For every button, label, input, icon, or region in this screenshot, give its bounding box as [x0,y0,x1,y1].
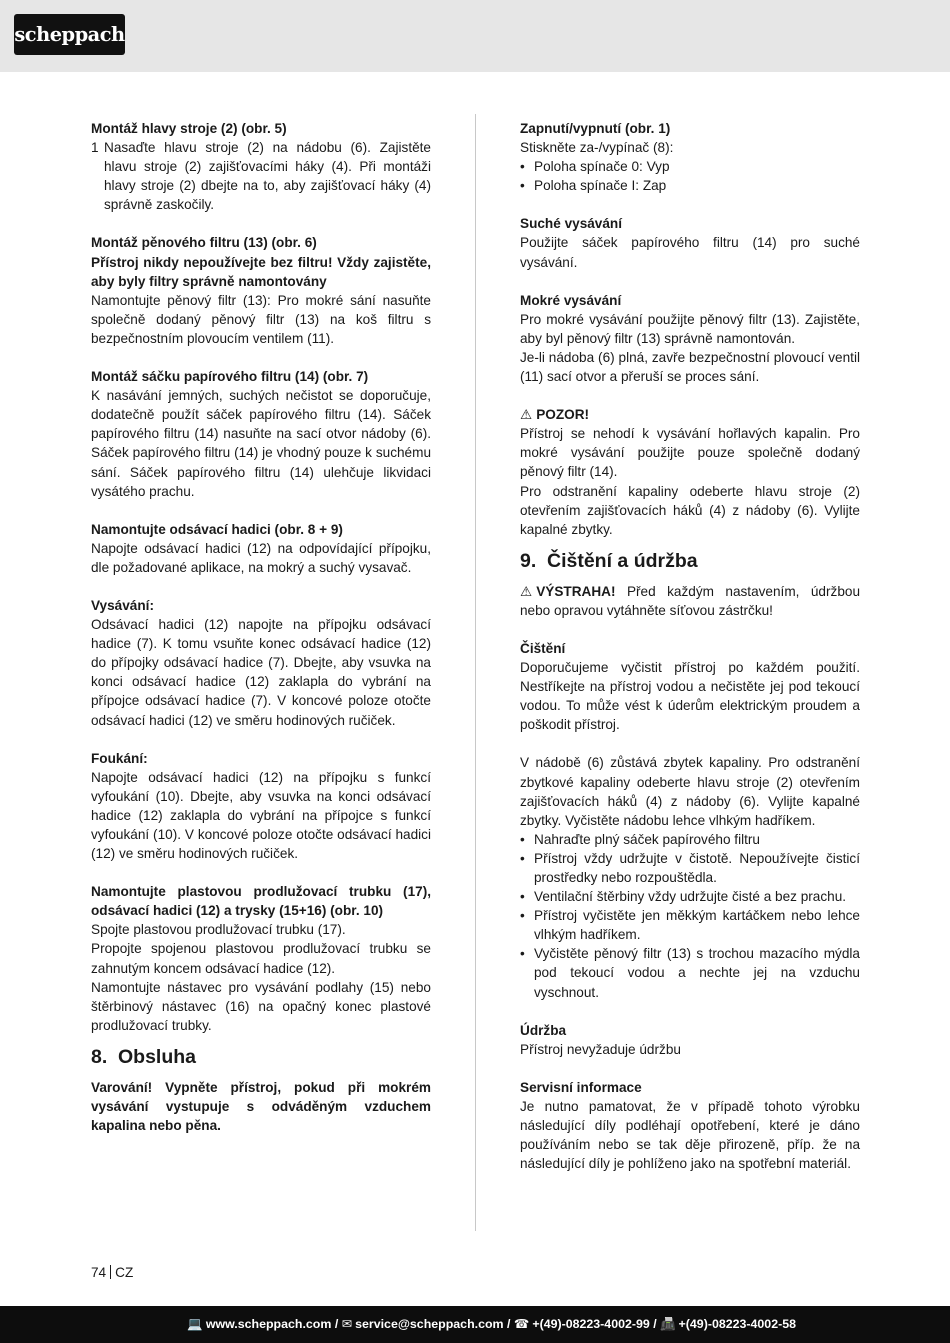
section-title-extension-tube: Namontujte plastovou prodlužovací trubku (17), odsávací hadici (12) a trysky (15+16) (obr. 10) [91,884,431,919]
page-header [0,0,950,72]
list-item: • Přístroj vyčistěte jen měkkým kartáčkem nebo lehce vlhkým hadříkem. [520,908,860,943]
on-off-list [520,157,860,195]
list-item: • Ventilační štěrbiny vždy udržujte čisté a bez prachu. [520,889,847,905]
numbered-step [91,138,431,214]
extension-tube-text-3: Namontujte nástavec pro vysávání podlahy (15) nebo štěrbinový nástavec (16) na opačný konec plastové prodlužovací trubky. [91,979,431,1033]
mail-icon: ✉ [341,1317,353,1331]
list-item: • Poloha spínače I: Zap [520,178,667,194]
chapter-heading-cleaning-maintenance [520,539,860,582]
warning-icon: ⚠ [520,407,533,423]
step-text: Nasaďte hlavu stroje (2) na nádobu (6). Zajistěte hlavu stroje (2) zajišťovacími háky (4). Při montáži hlavy stroje (2) dbejte na to, aby zajišťovací háky (4) správně zaskočily. [104,140,431,213]
phone-icon: ☎ [513,1317,530,1331]
service-info-text: Je nutno pamatovat, že v případě tohoto výrobku následující díly podléhají opotřebení, které je dáno používáním nebo se tak děje přirozeně, příp. že na následující díly je pohlíženo jako na spotřební materiál. [520,1098,860,1172]
section-title-dry-vacuuming: Suché vysávání [520,216,623,232]
warning-icon: ⚠ [520,583,533,599]
left-column [91,119,431,1135]
chapter-title: Čištění a údržba [547,549,698,572]
section-title-suction-hose: Namontujte odsávací hadici (obr. 8 + 9) [91,521,343,537]
phone-number: +(49)-08223-4002-99 [532,1317,650,1331]
dry-vacuuming-text: Použijte sáček papírového filtru (14) pro suché vysávání. [520,235,860,270]
foam-filter-text: Namontujte pěnový filtr (13): Pro mokré sání nasuňte společně dodaný pěnový filtr (13) na koš filtru s bezpečnostním plovoucím ventilem (11). [91,292,431,346]
column-divider [475,114,476,1231]
extension-tube-text-1: Spojte plastovou prodlužovací trubku (17). [91,922,346,938]
chapter-number: 9. [520,549,537,572]
section-title-maintenance: Údržba [520,1022,567,1038]
chapter-number: 8. [91,1045,108,1068]
caution-title: ⚠ POZOR! [520,405,860,424]
chapter-heading-operation [91,1035,431,1078]
danger-notice: ⚠ VÝSTRAHA! Před každým nastavením, údržbou nebo opravou vytáhněte síťovou zástrčku! [520,583,860,618]
wet-vacuuming-text-1: Pro mokré vysávání použijte pěnový filtr (13). Zajistěte, aby byl pěnový filtr (13) správně namontován. [520,311,860,346]
step-number: 1 [91,140,99,156]
page-footer: 💻 www.scheppach.com / ✉ service@scheppach.com / ☎ +(49)-08223-4002-99 / 📠 +(49)-08223-4002-58 [0,1306,950,1343]
blowing-text: Napojte odsávací hadici (12) na přípojku s funkcí vyfoukání (10). Dbejte, aby vsuvka na konci odsávací hadice (12) zaklapla do vybrání na přípojce s funkcí vyfoukání (10). V koncové poloze otočte odsávací hadici (12) ve směru hodinových ručiček. [91,769,431,862]
email-link[interactable]: service@scheppach.com [355,1317,504,1331]
section-title-cleaning: Čištění [520,640,566,656]
cleaning-list [520,830,860,1002]
paper-filter-text: K nasávání jemných, suchých nečistot se doporučuje, dodatečně použít sáček papírového filtru (14). Sáček papírového filtru (14) nasuňte na sací otvor nádoby (6). Sáček papírového filtru (14) je vhodný pouze k suchému sání. Sáček papírového filtru (14) ulehčuje likvidaci vysátého prachu. [91,388,431,499]
section-title-blowing: Foukání: [91,750,148,766]
list-item: • Vyčistěte pěnový filtr (13) s trochou mazacího mýdla pod tekoucí vodou a nechte jej na vzduchu vyschnout. [520,946,860,1000]
list-item: • Nahraďte plný sáček papírového filtru [520,831,760,847]
on-off-text: Stiskněte za-/vypínač (8): [520,140,674,156]
section-title-wet-vacuuming: Mokré vysávání [520,292,622,308]
section-title-foam-filter: Montáž pěnového filtru (13) (obr. 6) [91,235,317,251]
page-number: 74 CZ [91,1265,134,1280]
scheppach-logo: scheppach [14,14,125,55]
maintenance-text: Přístroj nevyžaduje údržbu [520,1041,681,1057]
vacuuming-text: Odsávací hadici (12) napojte na přípojku odsávací hadice (7). K tomu vsuňte konec odsávací hadice (12) do přípojky odsávací hadice (7). Dbejte, aby vsuvka na konci odsávací hadice (12) zaklapla do vybrání na přípojce odsávací hadice (7). V koncové poloze otočte odsávací hadici (12) ve směru hodinových ručiček. [91,617,431,728]
operation-warning: Varování! Vypněte přístroj, pokud při mokrém vysávání vystupuje s odváděným vzduchem kapalina nebo pěna. [91,1079,431,1134]
computer-icon: 💻 [187,1317,203,1331]
cleaning-text-2: V nádobě (6) zůstává zbytek kapaliny. Pro odstranění zbytkové kapaliny odeberte hlavu stroje (2) otevřením zajišťovacích háků (4) z nádoby (6). Vylijte kapalné zbytky. Vyčistěte nádobu lehce vlhkým hadříkem. [520,755,860,828]
section-title-service-info: Servisní informace [520,1079,642,1095]
caution-text-1: Přístroj se nehodí k vysávání hořlavých kapalin. Pro mokré vysávání použijte pouze společně dodaný pěnový filtr (14). [520,426,860,480]
fax-icon: 📠 [660,1317,676,1331]
caution-text-2: Pro odstranění kapaliny odeberte hlavu stroje (2) otevřením zajišťovacích háků (4) z nádoby (6). Vylijte kapalné zbytky. [520,483,860,537]
foam-filter-warning: Přístroj nikdy nepoužívejte bez filtru! Vždy zajistěte, aby byly filtry správně namontovány [91,254,431,289]
section-title-vacuuming: Vysávání: [91,597,154,613]
section-title-paper-filter: Montáž sáčku papírového filtru (14) (obr. 7) [91,369,369,385]
wet-vacuuming-text-2: Je-li nádoba (6) plná, zavře bezpečnostní plovoucí ventil (11) sací otvor a přeruší se proces sání. [520,349,860,385]
chapter-title: Obsluha [118,1045,197,1068]
section-title-machine-head: Montáž hlavy stroje (2) (obr. 5) [91,121,287,136]
cleaning-text-1: Doporučujeme vyčistit přístroj po každém použití. Nestříkejte na přístroj vodou a nečistěte jej pod tekoucí vodou. To může vést k úderům elektrickým proudem a poškodit přístroj. [520,660,860,733]
section-title-on-off: Zapnutí/vypnutí (obr. 1) [520,121,671,136]
extension-tube-text-2: Propojte spojenou plastovou prodlužovací trubku se zahnutým koncem odsávací hadice (12). [91,941,431,976]
suction-hose-text: Napojte odsávací hadici (12) na odpovídající přípojku, dle požadované aplikace, na mokrý a suchý vysavač. [91,540,431,575]
fax-number: +(49)-08223-4002-58 [678,1317,796,1331]
right-column [520,119,860,1173]
list-item: • Přístroj vždy udržujte v čistotě. Nepoužívejte čisticí prostředky nebo rozpouštědla. [520,850,860,885]
list-item: • Poloha spínače 0: Vyp [520,159,670,175]
website-link[interactable]: www.scheppach.com [205,1317,332,1331]
